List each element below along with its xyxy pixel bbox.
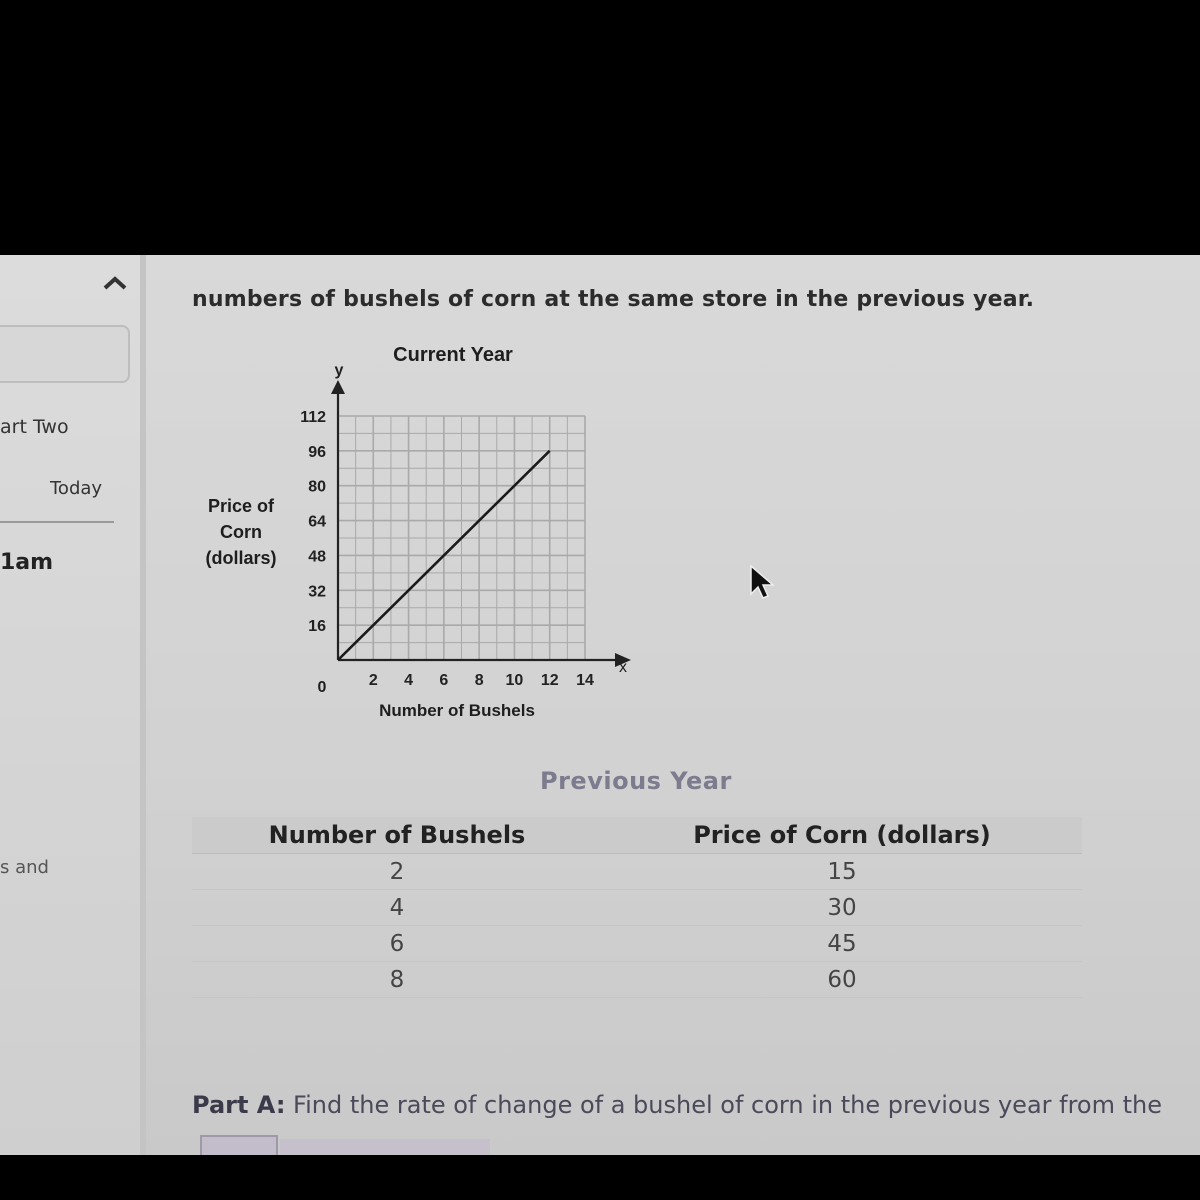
x-tick-label: 8 (474, 672, 484, 689)
previous-year-table (192, 817, 1082, 998)
table-row (192, 854, 1082, 890)
mouse-pointer-icon (748, 564, 778, 606)
part-a-label: Part A: (192, 1091, 286, 1119)
x-tick-label: 2 (368, 672, 378, 689)
y-tick-label: 112 (300, 409, 326, 426)
y-tick-label: 64 (308, 513, 326, 531)
part-a-prompt (192, 1091, 1162, 1119)
y-axis-letter: y (334, 362, 344, 379)
chart-y-axis-title-line-1: Price of (207, 496, 275, 516)
y-tick-label: 32 (308, 583, 326, 601)
sidebar-date-label: Today (50, 478, 103, 499)
sidebar-search-box[interactable] (0, 325, 130, 383)
cell-bushels: 2 (192, 854, 602, 890)
cell-bushels: 8 (192, 962, 602, 998)
x-tick-label: 4 (404, 672, 414, 689)
sidebar-time-label: 1am (0, 550, 54, 575)
cell-price: 15 (602, 854, 1082, 890)
bottom-black-band (0, 1155, 1200, 1200)
cell-price: 60 (602, 962, 1082, 998)
x-tick-labels (369, 672, 594, 689)
sidebar (0, 255, 140, 1155)
chart-title: Current Year (393, 344, 513, 366)
sidebar-edge (140, 255, 146, 1155)
question-intro-text: numbers of bushels of corn at the same store in the previous year. (192, 287, 1035, 312)
chart-origin-label: 0 (317, 679, 327, 696)
y-tick-labels (300, 409, 326, 635)
previous-year-title: Previous Year (540, 767, 732, 795)
table-row (192, 926, 1082, 962)
sidebar-part-label[interactable]: art Two (0, 416, 69, 438)
x-tick-label: 14 (576, 672, 594, 689)
table-row (192, 890, 1082, 926)
y-tick-label: 16 (308, 618, 326, 636)
sidebar-divider-line (0, 521, 114, 523)
table-row (192, 962, 1082, 998)
cell-price: 30 (602, 890, 1082, 926)
table-header-row (192, 817, 1082, 854)
current-year-chart (150, 255, 1200, 735)
cell-bushels: 6 (192, 926, 602, 962)
y-axis-arrow-icon (331, 380, 345, 394)
chart-y-axis-title-line-3: (dollars) (205, 548, 277, 568)
cell-bushels: 4 (192, 890, 602, 926)
cell-price: 45 (602, 926, 1082, 962)
header-price: Price of Corn (dollars) (602, 817, 1082, 854)
collapse-sidebar-button[interactable] (100, 271, 130, 295)
chevron-up-icon (102, 275, 128, 291)
x-tick-label: 6 (439, 672, 449, 689)
part-a-text: Find the rate of change of a bushel of corn in the previous year from the (285, 1091, 1163, 1119)
top-black-band (0, 0, 1200, 255)
sidebar-truncated-item[interactable]: s and (0, 857, 49, 878)
x-axis-letter: x (619, 659, 627, 676)
y-tick-label: 80 (308, 478, 326, 496)
header-bushels: Number of Bushels (192, 817, 602, 854)
y-tick-label: 96 (308, 443, 326, 461)
chart-y-axis-title-line-2: Corn (220, 522, 262, 542)
question-content (150, 255, 1200, 1155)
x-tick-label: 10 (505, 672, 524, 689)
x-tick-label: 12 (540, 672, 559, 689)
y-tick-label: 48 (308, 548, 326, 566)
screen (0, 255, 1200, 1155)
chart-x-axis-title: Number of Bushels (379, 701, 535, 720)
